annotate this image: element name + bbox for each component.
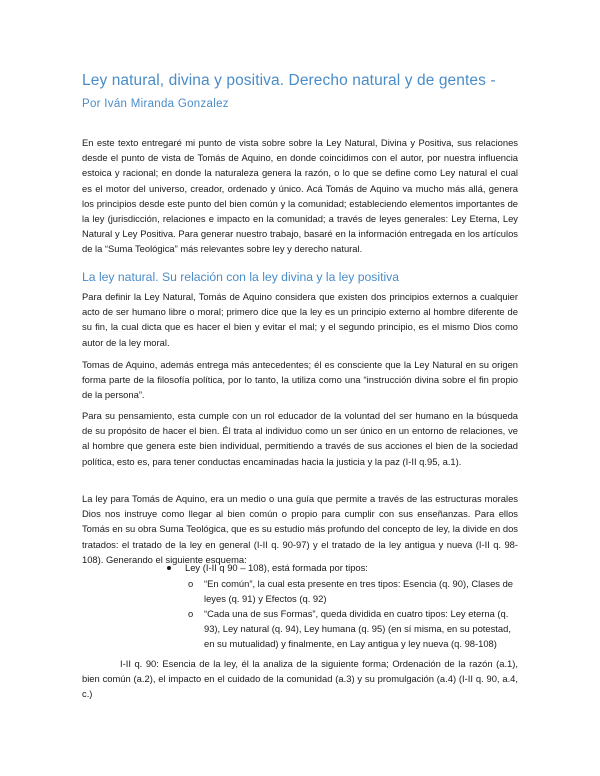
- closing-paragraph: I-II q. 90: Esencia de la ley, él la analiza de la siguiente forma; Ordenación de la razón (a.1), bien común (a.2), el impacto en el cuidado de la comunidad (a.3) y su promulgación (a.4) (I-II q. 90, a.4, c.): [82, 658, 518, 700]
- paragraph-3: Para su pensamiento, esta cumple con un rol educador de la voluntad del ser humano en la búsqueda de su propósito de hacer el bien. Él trata al individuo como un ser único en un entorno de relaciones, ve al hombre que genera este bien individual, permitiendo a través de sus acciones el bien de la sociedad política, esto es, para tener conductas encaminadas hacia la justicia y la paz (I-II q.95, a.1).: [82, 410, 518, 467]
- bullet-item: Ley (I-II q 90 – 108), está formada por tipos:: [185, 562, 368, 573]
- paragraph-4: La ley para Tomás de Aquino, era un medio o una guía que permite a través de las estructuras morales Dios nos instruye como llegar al bien común o propio para cumplir con sus enseñanzas. Para ellos Tomás en su obra Suma Teológica, que es su estudio más profundo del concepto de ley, la divide en dos tratados: el tratado de la ley en general (I-II q. 90-97) y el tratado de la ley antigua y nueva (I-II q. 98-108). Generando el siguiente esquema:: [82, 493, 518, 565]
- intro-paragraph: En este texto entregaré mi punto de vista sobre sobre la Ley Natural, Divina y Positiva, sus relaciones desde el punto de vista de Tomás de Aquino, en donde coincidimos con el autor, por nuestra influencia estoica y racional; en donde la naturaleza genera la razón, o lo que se define como Ley natural el cual es el motor del universo, creador, ordenado y único. Acá Tomás de Aquino va mucho más allá, genera los principios desde este punto del bien común y la comunidad; estableciendo elementos importantes de la ley (jurisdicción, relaciones e impacto en la comunidad; a través de leyes generales: Ley Eterna, Ley Natural y Ley Positiva. Para generar nuestro trabajo, basaré en la información entregada en los artículos de la “Suma Teológica” más relevantes sobre ley y derecho natural.: [82, 137, 518, 255]
- sub-bullet-marker: o: [188, 578, 194, 589]
- section-heading: La ley natural. Su relación con la ley divina y la ley positiva: [82, 270, 400, 284]
- document-author: Por Iván Miranda Gonzalez: [82, 98, 229, 110]
- paragraph-1: Para definir la Ley Natural, Tomás de Aquino considera que existen dos principios externos a cualquier acto de ser humano libre o moral; primero dice que la ley es un principio externo al hombre diferente de su fin, la cual dicta que es hacer el bien y evitar el mal; y el segundo principio, es el mismo Dios como autor de la ley moral.: [82, 291, 518, 348]
- sub-bullet-1: “En común”, la cual esta presente en tres tipos: Esencia (q. 90), Clases de leyes (q. 91) y Efectos (q. 92): [204, 578, 514, 605]
- sub-bullet-marker: o: [188, 608, 194, 619]
- sub-bullet-2: “Cada una de sus Formas”, queda dividida en cuatro tipos: Ley eterna (q. 93), Ley natural (q. 94), Ley humana (q. 95) (en sí misma, en su potestad, en su mutualidad) y finalmente, en Lay antigua y ley nueva (q. 98-108): [204, 608, 511, 650]
- paragraph-2: Tomas de Aquino, además entrega más antecedentes; él es consciente que la Ley Natural en su origen forma parte de la filosofía política, por lo tanto, la utiliza como una “instrucción divina sobre el fin propio de la persona”.: [82, 359, 518, 401]
- document-title: Ley natural, divina y positiva. Derecho natural y de gentes -: [82, 72, 496, 89]
- bullet-icon: [167, 566, 171, 570]
